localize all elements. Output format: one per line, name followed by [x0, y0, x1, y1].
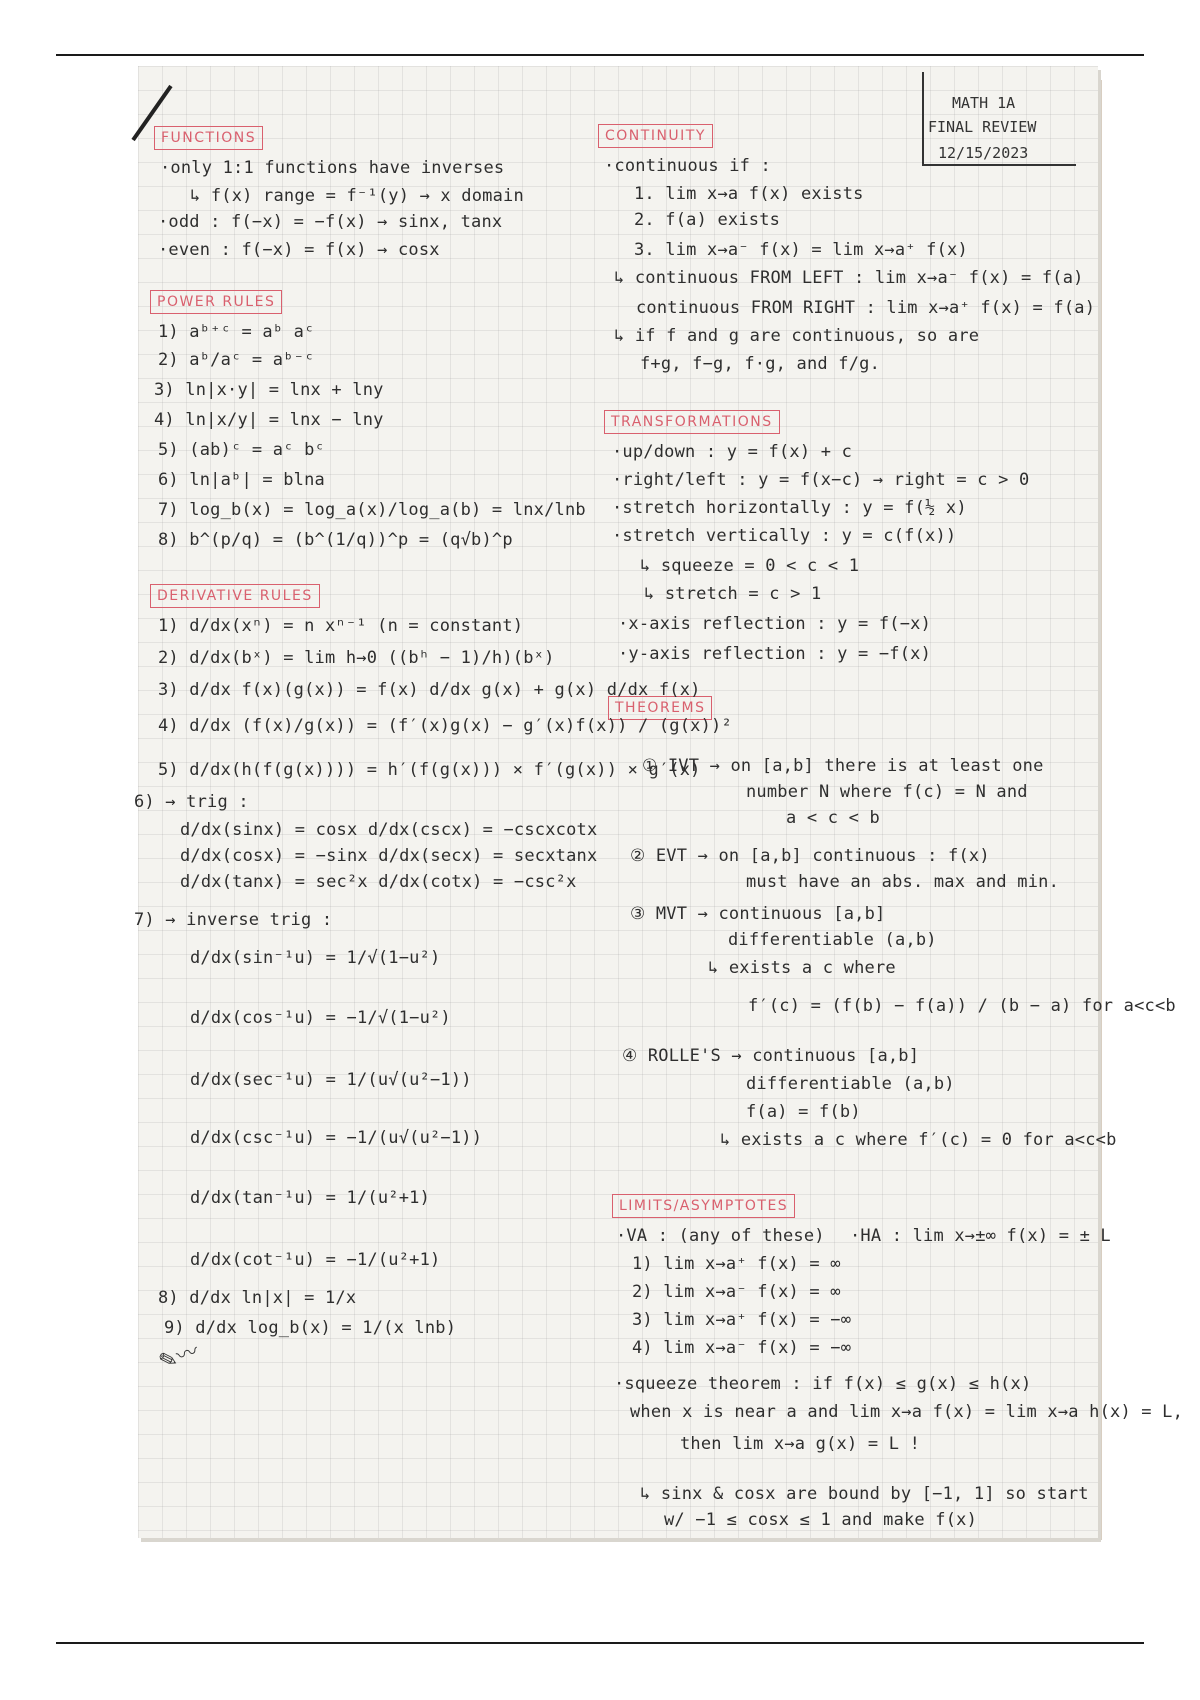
note-line: d/dx(tanx) = sec²x d/dx(cotx) = −csc²x: [180, 872, 577, 892]
note-line: ·odd : f(−x) = −f(x) → sinx, tanx: [158, 212, 503, 232]
heading-transformations: TRANSFORMATIONS: [604, 410, 780, 434]
note-line: 4) lim x→a⁻ f(x) = −∞: [632, 1338, 852, 1358]
note-line: continuous FROM RIGHT : lim x→a⁺ f(x) = f(a): [636, 298, 1096, 318]
note-line: ·VA : (any of these): [616, 1226, 825, 1246]
heading-theorems: THEOREMS: [608, 696, 712, 720]
note-line: 5) (ab)ᶜ = aᶜ bᶜ: [158, 440, 325, 460]
top-rule: [56, 54, 1144, 56]
note-line: ↳ sinx & cosx are bound by [−1, 1] so start: [640, 1484, 1089, 1504]
note-line: number N where f(c) = N and: [746, 782, 1028, 802]
note-line: 6) → trig :: [134, 792, 249, 812]
heading-continuity: CONTINUITY: [598, 124, 713, 148]
note-line: ·continuous if :: [604, 156, 771, 176]
note-line: 3) d/dx f(x)(g(x)) = f(x) d/dx g(x) + g(x) d/dx f(x): [158, 680, 701, 700]
note-line: ·HA : lim x→±∞ f(x) = ± L: [850, 1226, 1111, 1246]
note-line: 3. lim x→a⁻ f(x) = lim x→a⁺ f(x): [634, 240, 968, 260]
note-line: a < c < b: [786, 808, 880, 828]
note-line: 4) d/dx (f(x)/g(x)) = (f′(x)g(x) − g′(x)f(x)) / (g(x))²: [158, 716, 732, 736]
note-line: d/dx(sec⁻¹u) = 1/(u√(u²−1)): [190, 1070, 472, 1090]
note-line: ↳ exists a c where: [708, 958, 896, 978]
note-line: ↳ continuous FROM LEFT : lim x→a⁻ f(x) = f(a): [614, 268, 1084, 288]
note-line: 1. lim x→a f(x) exists: [634, 184, 864, 204]
note-line: differentiable (a,b): [746, 1074, 955, 1094]
note-line: ·even : f(−x) = f(x) → cosx: [158, 240, 440, 260]
note-line: d/dx(sinx) = cosx d/dx(cscx) = −cscxcotx: [180, 820, 598, 840]
note-line: ↳ stretch = c > 1: [644, 584, 822, 604]
note-line: ·y-axis reflection : y = −f(x): [618, 644, 932, 664]
note-line: 4) ln|x/y| = lnx − lny: [154, 410, 384, 430]
heading-derivative-rules: DERIVATIVE RULES: [150, 584, 320, 608]
note-line: d/dx(cot⁻¹u) = −1/(u²+1): [190, 1250, 441, 1270]
note-line: w/ −1 ≤ cosx ≤ 1 and make f(x): [664, 1510, 978, 1530]
note-line: d/dx(tan⁻¹u) = 1/(u²+1): [190, 1188, 431, 1208]
note-line: 7) → inverse trig :: [134, 910, 333, 930]
note-line: ↳ squeeze = 0 < c < 1: [640, 556, 860, 576]
note-line: d/dx(cosx) = −sinx d/dx(secx) = secxtanx: [180, 846, 598, 866]
note-line: 2. f(a) exists: [634, 210, 781, 230]
note-line: 3) ln|x·y| = lnx + lny: [154, 380, 384, 400]
note-line: d/dx(sin⁻¹u) = 1/√(1−u²): [190, 948, 441, 968]
note-line: ↳ if f and g are continuous, so are: [614, 326, 980, 346]
note-line: ↳ f(x) range = f⁻¹(y) → x domain: [190, 186, 524, 206]
note-line: ③ MVT → continuous [a,b]: [630, 904, 886, 924]
note-line: ·x-axis reflection : y = f(−x): [618, 614, 932, 634]
note-line: ·squeeze theorem : if f(x) ≤ g(x) ≤ h(x): [614, 1374, 1032, 1394]
note-line: 5) d/dx(h(f(g(x)))) = h′(f(g(x))) × f′(g(x)) × g′(x): [158, 760, 701, 780]
note-line: f+g, f−g, f·g, and f/g.: [640, 354, 881, 374]
signature-scribble: ✎〰: [155, 1339, 202, 1376]
note-line: 1) d/dx(xⁿ) = n xⁿ⁻¹ (n = constant): [158, 616, 524, 636]
note-line: ·stretch horizontally : y = f(½ x): [612, 498, 967, 518]
note-line: 2) aᵇ/aᶜ = aᵇ⁻ᶜ: [158, 350, 315, 370]
note-line: 8) b^(p/q) = (b^(1/q))^p = (q√b)^p: [158, 530, 513, 550]
note-line: ·up/down : y = f(x) + c: [612, 442, 853, 462]
note-line: f(a) = f(b): [746, 1102, 861, 1122]
note-line: d/dx(cos⁻¹u) = −1/√(1−u²): [190, 1008, 451, 1028]
note-line: 9) d/dx log_b(x) = 1/(x lnb): [164, 1318, 457, 1338]
note-line: 7) log_b(x) = log_a(x)/log_a(b) = lnx/lnb: [158, 500, 586, 520]
note-line: 2) d/dx(bˣ) = lim h→0 ((bʰ − 1)/h)(bˣ): [158, 648, 555, 668]
note-line: f′(c) = (f(b) − f(a)) / (b − a) for a<c<b: [748, 996, 1176, 1016]
note-line: 6) ln|aᵇ| = blna: [158, 470, 325, 490]
note-line: then lim x→a g(x) = L !: [680, 1434, 921, 1454]
heading-limits: LIMITS/ASYMPTOTES: [612, 1194, 795, 1218]
note-line: 3) lim x→a⁺ f(x) = −∞: [632, 1310, 852, 1330]
bottom-rule: [56, 1642, 1144, 1644]
heading-power-rules: POWER RULES: [150, 290, 282, 314]
note-line: when x is near a and lim x→a f(x) = lim x→a h(x) = L,: [630, 1402, 1184, 1422]
note-line: ② EVT → on [a,b] continuous : f(x): [630, 846, 990, 866]
note-line: 1) aᵇ⁺ᶜ = aᵇ aᶜ: [158, 322, 315, 342]
note-line: 8) d/dx ln|x| = 1/x: [158, 1288, 357, 1308]
heading-functions: FUNCTIONS: [154, 126, 263, 150]
note-line: ·right/left : y = f(x−c) → right = c > 0: [612, 470, 1030, 490]
note-line: ④ ROLLE'S → continuous [a,b]: [622, 1046, 920, 1066]
note-line: d/dx(csc⁻¹u) = −1/(u√(u²−1)): [190, 1128, 483, 1148]
note-line: must have an abs. max and min.: [746, 872, 1060, 892]
note-line: 2) lim x→a⁻ f(x) = ∞: [632, 1282, 841, 1302]
note-line: ·stretch vertically : y = c(f(x)): [612, 526, 957, 546]
note-line: ·only 1:1 functions have inverses: [160, 158, 505, 178]
title-date: 12/15/2023: [938, 144, 1029, 162]
note-line: ↳ exists a c where f′(c) = 0 for a<c<b: [720, 1130, 1117, 1150]
note-line: 1) lim x→a⁺ f(x) = ∞: [632, 1254, 841, 1274]
title-review: FINAL REVIEW: [928, 118, 1037, 136]
note-line: differentiable (a,b): [728, 930, 937, 950]
title-course: MATH 1A: [952, 94, 1016, 112]
note-line: ① IVT → on [a,b] there is at least one: [642, 756, 1044, 776]
